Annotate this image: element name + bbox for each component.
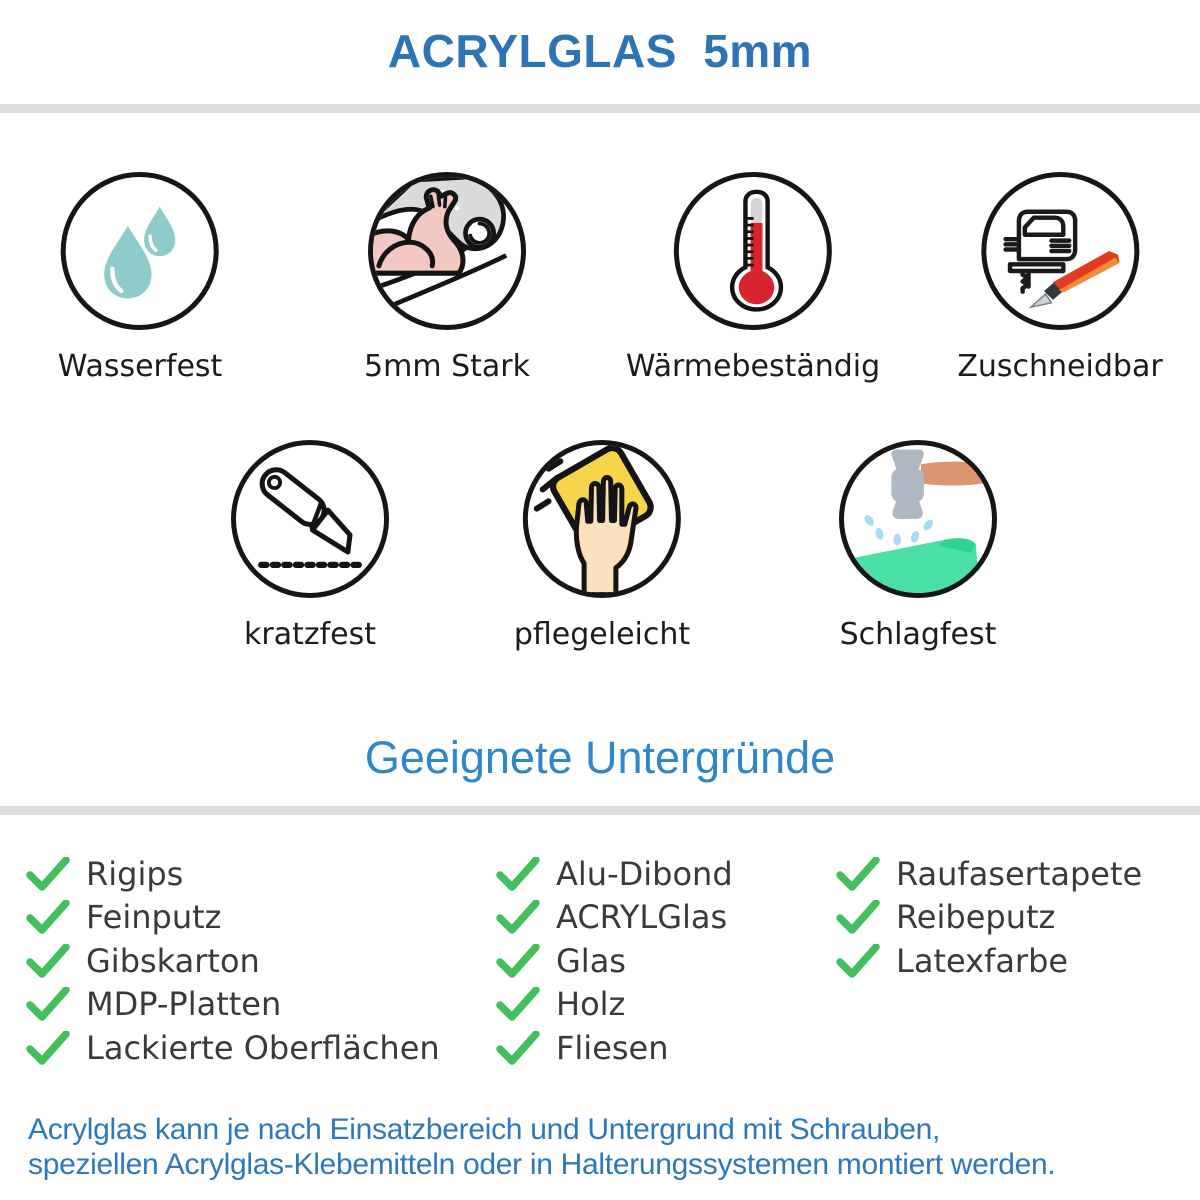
feature-label: Zuschneidbar	[957, 349, 1163, 384]
feature-heat-resistant	[626, 172, 880, 384]
substrate-item: Lackierte Oberflächen	[26, 1026, 440, 1070]
feature-label: 5mm Stark	[364, 349, 530, 384]
substrates-column-2	[496, 852, 733, 1070]
feature-scratch-resistant	[231, 440, 389, 652]
check-icon	[496, 987, 540, 1021]
utility-knife-icon	[231, 440, 389, 598]
substrates-column-3	[836, 852, 1142, 983]
substrate-item: Alu-Dibond	[496, 852, 733, 896]
substrate-item: Gibskarton	[26, 939, 440, 983]
feature-label: pflegeleicht	[513, 617, 691, 652]
check-icon	[26, 1031, 70, 1065]
substrate-item: Feinputz	[26, 896, 440, 940]
substrate-item: Fliesen	[496, 1026, 733, 1070]
substrate-item: Holz	[496, 983, 733, 1027]
check-icon	[836, 944, 880, 978]
thermometer-icon	[674, 172, 832, 330]
water-drops-icon	[61, 172, 219, 330]
check-icon	[26, 900, 70, 934]
substrate-item: Latexfarbe	[836, 939, 1142, 983]
substrate-item: Raufasertapete	[836, 852, 1142, 896]
check-icon	[836, 900, 880, 934]
mounting-note-line1: Acrylglas kann je nach Einsatzbereich und Untergrund mit Schrauben,	[28, 1113, 941, 1146]
substrate-item: Glas	[496, 939, 733, 983]
feature-label: Schlagfest	[839, 617, 997, 652]
substrate-item: MDP-Platten	[26, 983, 440, 1027]
check-icon	[836, 857, 880, 891]
substrates-heading: Geeignete Untergründe	[364, 732, 836, 783]
feature-label: Wasserfest	[57, 349, 223, 384]
check-icon	[26, 944, 70, 978]
feature-label: Wärmebeständig	[625, 349, 881, 384]
feature-label: kratzfest	[243, 617, 376, 652]
check-icon	[26, 987, 70, 1021]
substrate-item: Reibeputz	[836, 896, 1142, 940]
check-icon	[496, 944, 540, 978]
feature-thickness	[364, 172, 530, 384]
substrate-item: Rigips	[26, 852, 440, 896]
mounting-note	[28, 1112, 1055, 1182]
substrates-divider	[0, 806, 1200, 815]
hand-cloth-icon	[523, 440, 681, 598]
jigsaw-knife-icon	[981, 172, 1139, 330]
feature-impact-resistant	[839, 440, 997, 652]
check-icon	[496, 900, 540, 934]
feature-cuttable	[957, 172, 1162, 384]
feature-easy-care	[514, 440, 690, 652]
top-divider	[0, 104, 1200, 113]
check-icon	[496, 857, 540, 891]
flexed-arm-sheet-icon	[368, 172, 526, 330]
page-title: ACRYLGLAS 5mm	[387, 25, 813, 77]
substrate-item: ACRYLGlas	[496, 896, 733, 940]
feature-waterproof	[58, 172, 223, 384]
substrates-column-1	[26, 852, 440, 1070]
mounting-note-line2: speziellen Acrylglas-Klebemitteln oder in Halterungssystemen montiert werden.	[28, 1148, 1056, 1181]
hammer-icon	[839, 440, 997, 598]
check-icon	[26, 857, 70, 891]
check-icon	[496, 1031, 540, 1065]
